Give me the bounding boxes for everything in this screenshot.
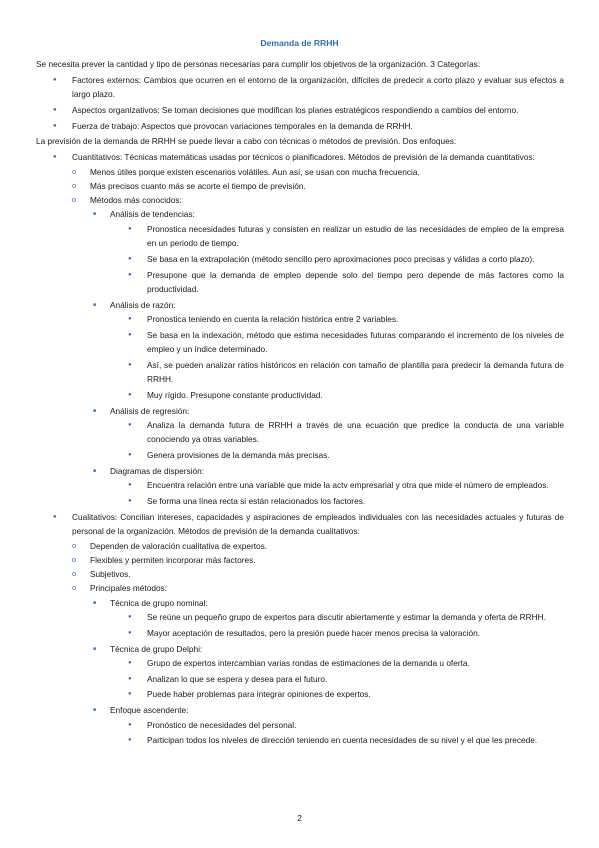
qualitative-heading: ● Cualitativos: Concilian intereses, capacidades y aspiraciones de empleados individuales con las necesidades actuales y futuras de personal de la organización. Métodos de previsión de la demanda cualitativos: (72, 511, 564, 537)
list-item: ● Pronostica teniendo en cuenta la relación histórica entre 2 variables. (110, 312, 564, 326)
list-item: ● Presupone que la demanda de empleo depende solo del tiempo pero depende de más factores como la productividad. (110, 268, 564, 297)
method-item (90, 703, 564, 747)
quantitative-methods (90, 207, 564, 508)
quantitative-heading: ● Cuantitativos: Técnicas matemáticas usadas por técnicos o planificadores. Métodos de previsión de la demanda cuantitativos: (72, 152, 535, 163)
method-name: ■ Análisis de regresión: (110, 405, 190, 416)
list-item: ● Genera provisiones de la demanda más precisas. (110, 448, 564, 462)
quantitative-section (36, 150, 564, 508)
list-item: ● Pronóstico de necesidades del personal. (110, 718, 564, 732)
list-item: ● Analiza la demanda futura de RRHH a través de una ecuación que predice la conducta de una variable conociendo ya otras variables. (110, 418, 564, 447)
list-item: ● Se forma una línea recta si están relacionados los factores. (110, 494, 564, 508)
list-item: o Más precisos cuanto más se acorte el tiempo de previsión. (70, 179, 564, 193)
quantitative-points (72, 165, 564, 509)
method-name: ■ Enfoque ascendente: (110, 705, 189, 716)
method-details (110, 718, 564, 748)
method-item (90, 298, 564, 403)
page-title: Demanda de RRHH (260, 38, 339, 48)
list-item: ● Muy rígido. Presupone constante productividad. (110, 388, 564, 402)
list-item (70, 581, 564, 747)
method-details (110, 312, 564, 402)
method-name: ■ Análisis de razón: (110, 299, 176, 310)
list-item: ● Grupo de expertos intercambian varias rondas de estimaciones de la demanda u oferta. (110, 656, 564, 670)
prevision-paragraph: La previsión de la demanda de RRHH se puede llevar a cabo con técnicas o métodos de previsión. Dos enfoques: (36, 136, 457, 147)
list-item: ● Pronostica necesidades futuras y consisten en realizar un estudio de las necesidades de empleo de la empresa en un periodo de tiempo. (110, 222, 564, 251)
qualitative-points (72, 539, 564, 748)
qualitative-section (36, 510, 564, 748)
list-item: ● Participan todos los niveles de dirección teniendo en cuenta necesidades de su nivel y el que les precede. (110, 733, 564, 747)
intro-paragraph: Se necesita prever la cantidad y tipo de personas necesarias para cumplir los objetivos de la organización. 3 Categorías: (36, 59, 481, 69)
method-name: ■ Diagramas de dispersión: (110, 466, 205, 477)
method-details (110, 478, 564, 508)
methods-label: o Principales métodos: (90, 583, 168, 594)
method-name: ■ Análisis de tendencias: (110, 209, 195, 220)
list-item (70, 193, 564, 508)
list-item: ● Así, se pueden analizar ratios históricos en relación con tamaño de plantilla para predecir la demanda futura de RRHH. (110, 358, 564, 387)
categories-list (36, 73, 564, 133)
method-details (110, 656, 564, 702)
method-details (110, 418, 564, 462)
list-item: o Dependen de valoración cualitativa de expertos. (70, 539, 564, 553)
list-item: o Flexibles y permiten incorporar más factores. (70, 553, 564, 567)
method-details (110, 610, 564, 640)
qualitative-methods (90, 596, 564, 748)
list-item: ● Se basa en la indexación, método que estima necesidades futuras comparando el incremento de los niveles de empleo y un índice determinado. (110, 328, 564, 357)
method-item (90, 404, 564, 463)
list-item: ● Se reúne un pequeño grupo de expertos para discutir abiertamente y estimar la demanda y oferta de RRHH. (110, 610, 564, 624)
method-item (90, 642, 564, 702)
methods-label: o Métodos más conocidos: (90, 195, 182, 206)
list-item: ● Se basa en la extrapolación (método sencillo pero aproximaciones poco precisas y válidas a corto plazo). (110, 252, 564, 266)
list-item: ● Analizan lo que se espera y desea para el futuro. (110, 672, 564, 686)
method-name: ■ Técnica de grupo Delphi: (110, 643, 203, 654)
list-item: ● Puede haber problemas para integrar opiniones de expertos. (110, 687, 564, 701)
method-details (110, 222, 564, 296)
list-item: ● Mayor aceptación de resultados, pero la presión puede hacer menos precisa la valoración. (110, 626, 564, 640)
list-item: ● Fuerza de trabajo: Aspectos que provocan variaciones temporales en la demanda de RRHH. (36, 119, 564, 133)
list-item: ● Aspectos organizativos: Se toman decisiones que modifican los planes estratégicos respondiendo a cambios del entorno. (36, 103, 564, 117)
list-item: ● Encuentra relación entre una variable que mide la actv empresarial y otra que mide el número de empleados. (110, 478, 564, 492)
list-item: o Menos útiles porque existen escenarios volátiles. Aun así, se usan con mucha frecuencia. (70, 165, 564, 179)
method-item (90, 464, 564, 508)
list-item: o Subjetivos. (70, 567, 564, 581)
document-body (36, 57, 564, 749)
method-item (90, 596, 564, 640)
page-number: 2 (297, 813, 302, 823)
method-item (90, 207, 564, 296)
list-item: ● Factores externos: Cambios que ocurren en el entorno de la organización, difíciles de predecir a corto plazo y evaluar sus efectos a largo plazo. (36, 73, 564, 102)
approaches-list (36, 150, 564, 747)
method-name: ■ Técnica de grupo nominal: (110, 597, 208, 608)
